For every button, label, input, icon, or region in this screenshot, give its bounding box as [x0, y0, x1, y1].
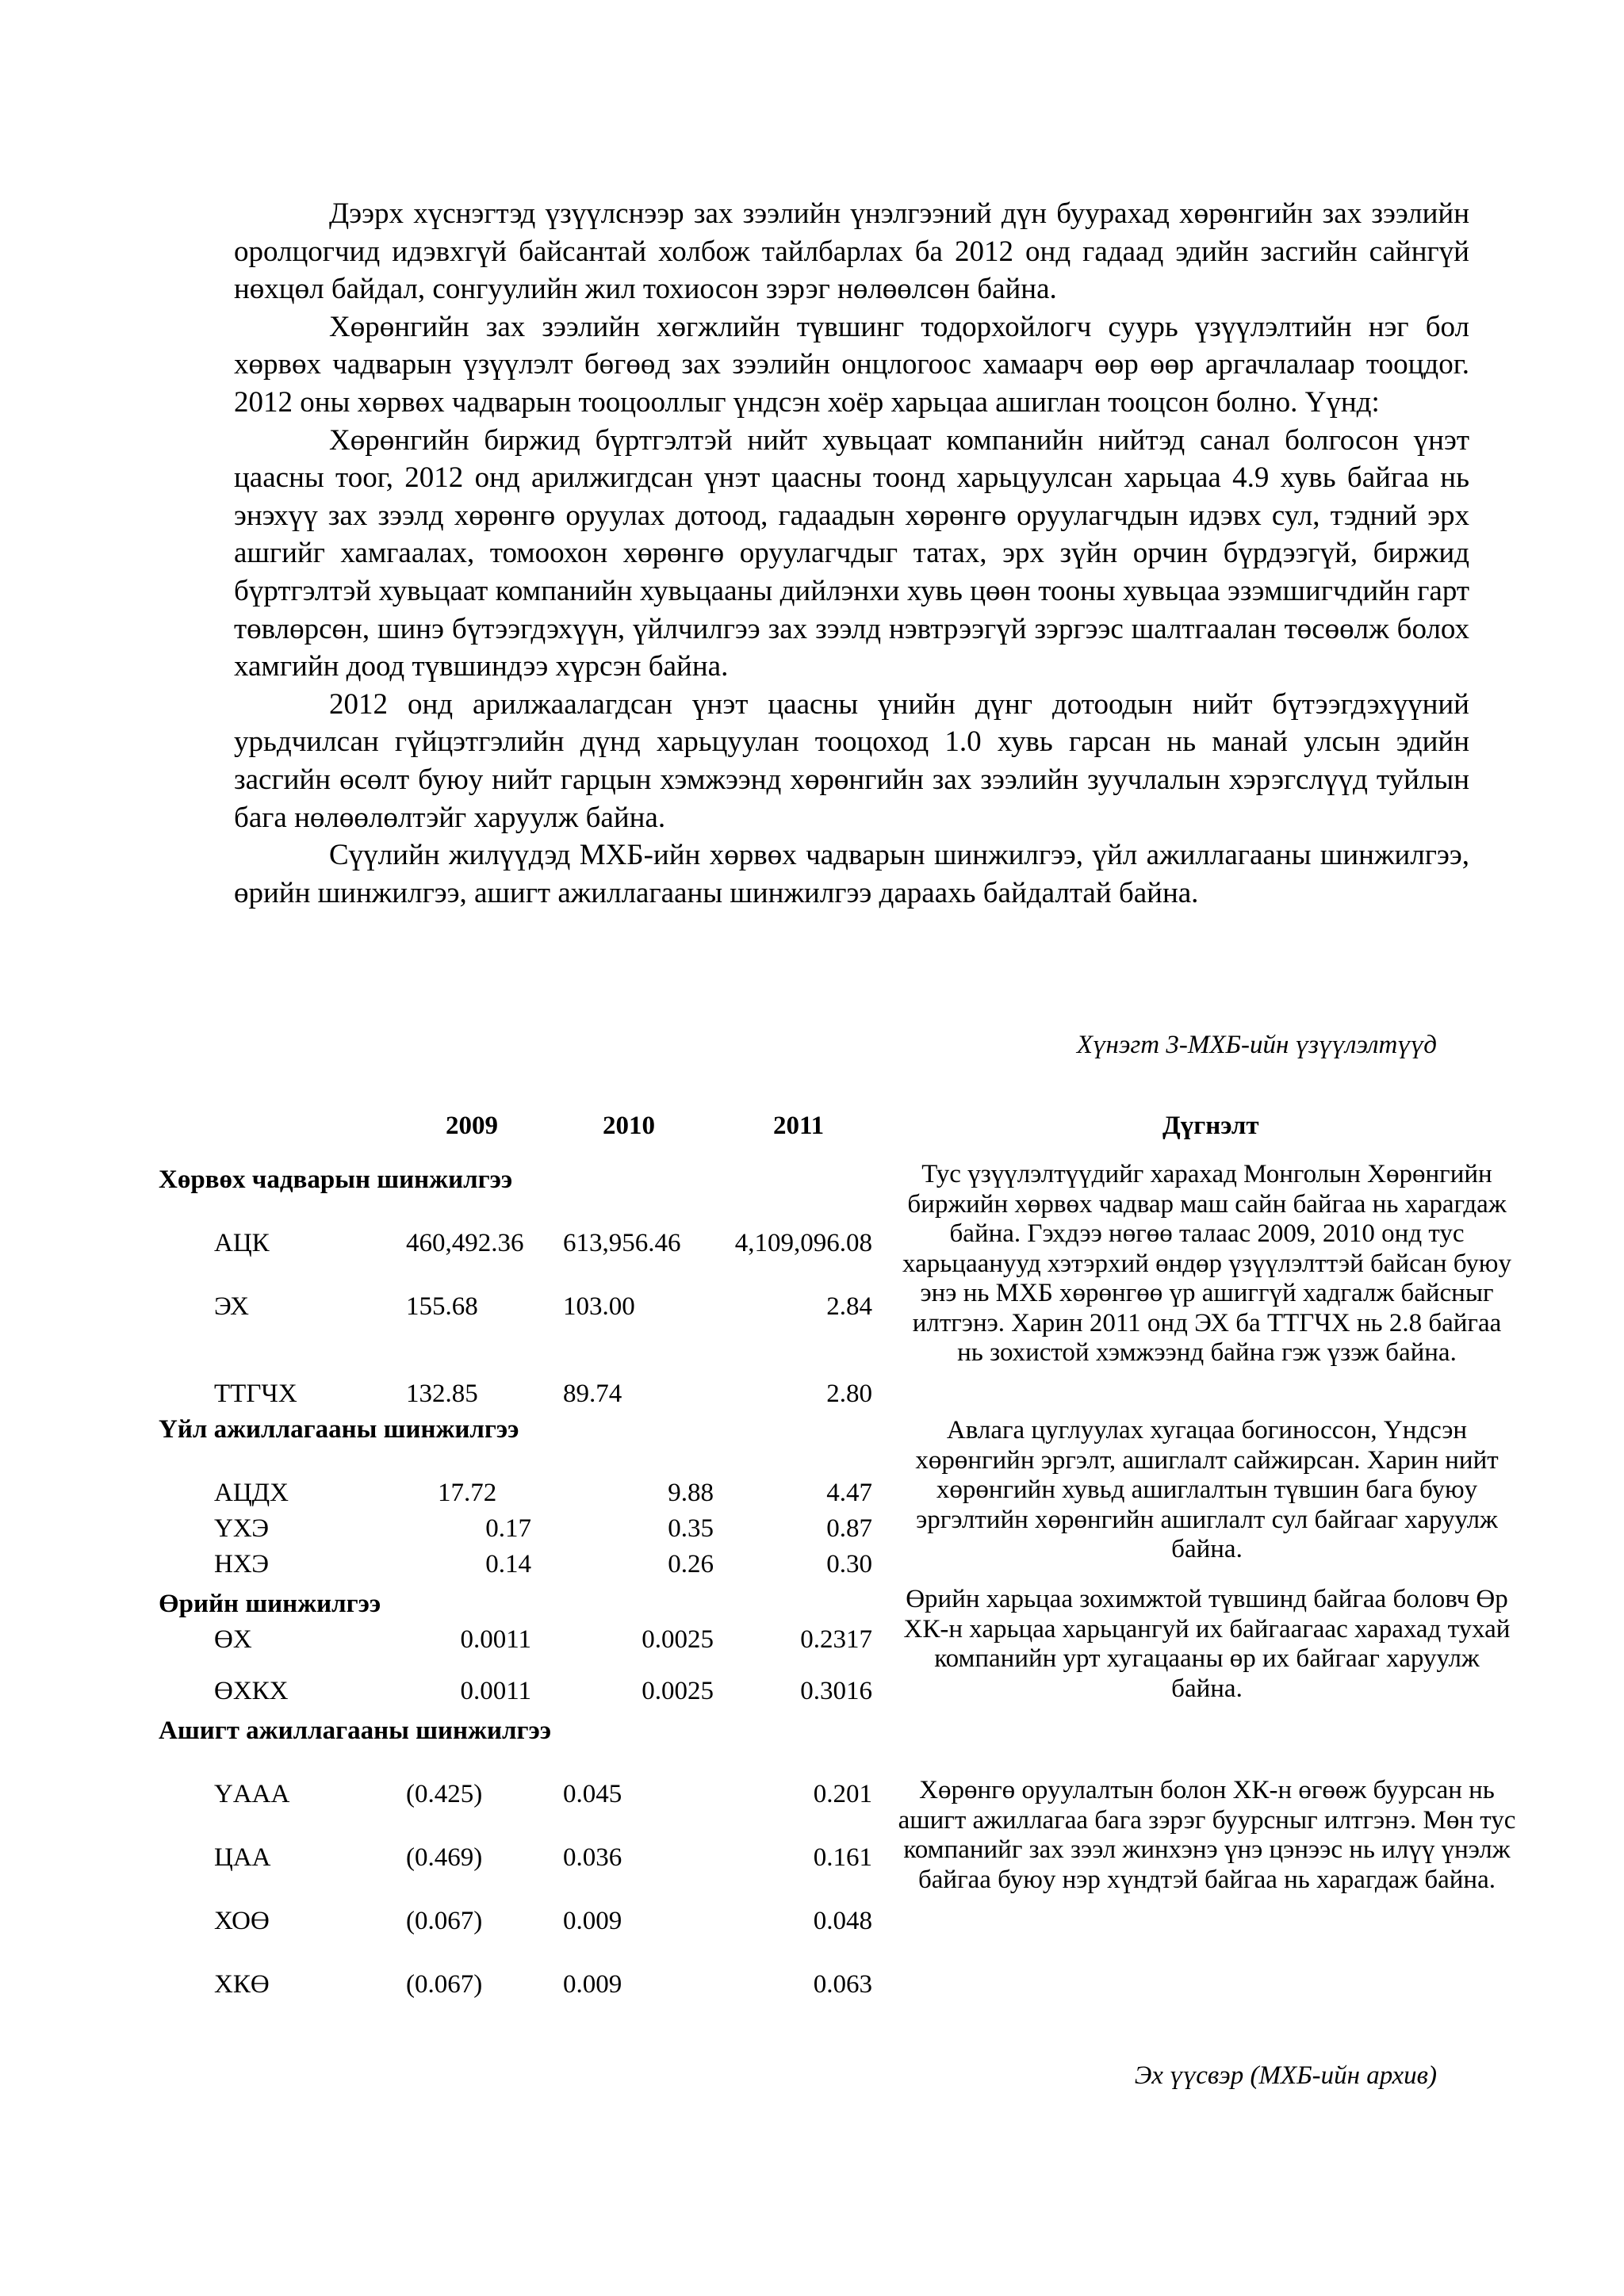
table-cell: 89.74 — [563, 1380, 622, 1408]
table-cell: 613,956.46 — [563, 1229, 681, 1257]
table-cell: 132.85 — [406, 1380, 478, 1408]
table-cell: 0.0011 — [460, 1625, 531, 1654]
row-label: ӨХ — [214, 1625, 252, 1654]
row-label: ӨХКХ — [214, 1677, 289, 1705]
year-header-2009: 2009 — [446, 1112, 498, 1140]
table-cell: 4.47 — [826, 1479, 872, 1507]
table-cell: 0.045 — [563, 1780, 622, 1808]
table-cell: (0.067) — [406, 1970, 483, 1999]
table-caption: Хүнэгт 3-МХБ-ийн үзүүлэлтүүд — [1076, 1031, 1437, 1059]
table-cell: 2.80 — [826, 1380, 872, 1408]
table-cell: 0.17 — [485, 1514, 531, 1543]
row-label: ЭХ — [214, 1292, 249, 1321]
table-cell: 0.0011 — [460, 1677, 531, 1705]
conclusion-debt: Өрийн харьцаа зохимжтой түвшинд байгаа боловч Өр ХК-н харьцаа харьцангуй их байгаагаас харахад тухай компанийн урт хугацааны өр их байгааг харуулж байна. — [903, 1585, 1511, 1703]
table-cell: 155.68 — [406, 1292, 478, 1321]
source-note: Эх үүсвэр (МХБ-ийн архив) — [1134, 2061, 1437, 2090]
table-cell: 0.063 — [813, 1970, 872, 1999]
paragraph: Хөрөнгийн зах зээлийн хөгжлийн түвшинг тодорхойлогч суурь үзүүлэлтийн нэг бол хөрвөх чадварын үзүүлэлт бөгөөд зах зээлийн онцлогоос хамаарч өөр өөр аргачлалаар тооцдог. 2012 оны хөрвөх чадварын тооцооллыг үндсэн хоёр харьцаа ашиглан тооцсон болно. Үүнд: — [234, 310, 1469, 419]
table-cell: 0.036 — [563, 1843, 622, 1872]
section-title-liquidity: Хөрвөх чадварын шинжилгээ — [159, 1165, 513, 1194]
year-header-2010: 2010 — [603, 1112, 655, 1140]
paragraph: Дээрх хүснэгтэд үзүүлснээр зах зээлийн үнэлгээний дүн буурахад хөрөнгийн зах зээлийн оролцогчид идэвхгүй байсантай холбож тайлбарлах ба 2012 онд гадаад эдийн засгийн сайнгүй нөхцөл байдал, сонгуулийн жил тохиосон зэрэг нөлөөлсөн байна. — [234, 197, 1469, 306]
row-label: ТТГЧХ — [214, 1380, 297, 1408]
table-cell: 17.72 — [438, 1479, 497, 1507]
table-cell: 0.26 — [668, 1550, 714, 1578]
body-text — [234, 195, 1469, 912]
paragraph: 2012 онд арилжаалагдсан үнэт цаасны үнийн дүнг дотоодын нийт бүтээгдэхүүний урьдчилсан гүйцэтгэлийн дүнд харьцуулан тооцоход 1.0 хувь гарсан нь манай улсын эдийн засгийн өсөлт буюу нийт гарцын хэмжээнд хөрөнгийн зах зээлийн зуучлалын хэрэгслүүд туйлын бага нөлөөлөлтэйг харуулж байна. — [234, 687, 1469, 834]
table-cell: 0.87 — [826, 1514, 872, 1543]
table-cell: 0.0025 — [642, 1625, 714, 1654]
table-cell: 0.14 — [485, 1550, 531, 1578]
conclusion-profitability: Хөрөнгө оруулалтын болон ХК-н өгөөж буурсан нь ашигт ажиллагаа бага зэрэг буурсныг илтгэнэ. Мөн тус компанийг зах зээл жинхэнэ үнэ цэнээс нь илүү үнэлж байгаа буюу нэр хүндтэй байгаа нь харагдаж байна. — [898, 1776, 1516, 1894]
row-label: НХЭ — [214, 1550, 270, 1578]
table-cell: 0.201 — [813, 1780, 872, 1808]
conclusion-liquidity: Тус үзүүлэлтүүдийг харахад Монголын Хөрөнгийн биржийн хөрвөх чадвар маш сайн байгаа нь харагдаж байна. Гэхдээ нөгөө талаас 2009, 2010 онд тус харьцаанууд хэтэрхий өндөр үзүүлэлттэй байсан буюу энэ нь МХБ хөрөнгөө үр ашиггүй хадгалж байсныг илтгэнэ. Харин 2011 онд ЭХ ба ТТГЧХ нь 2.8 байгаа нь зохистой хэмжээнд байна гэж үзэж байна. — [902, 1160, 1511, 1367]
section-title-debt: Өрийн шинжилгээ — [159, 1590, 381, 1618]
table-cell: 0.35 — [668, 1514, 714, 1543]
table-cell: 2.84 — [826, 1292, 872, 1321]
table-cell: 0.3016 — [800, 1677, 872, 1705]
table-cell: 0.161 — [813, 1843, 872, 1872]
row-label: ҮХЭ — [214, 1514, 270, 1543]
table-cell: (0.425) — [406, 1780, 483, 1808]
table-cell: 0.0025 — [642, 1677, 714, 1705]
row-label: ХОӨ — [214, 1907, 270, 1935]
section-title-operations: Үйл ажиллагааны шинжилгээ — [159, 1415, 519, 1444]
table-cell: (0.469) — [406, 1843, 483, 1872]
table-cell: 9.88 — [668, 1479, 714, 1507]
table-cell: 0.2317 — [800, 1625, 872, 1654]
row-label: АЦК — [214, 1229, 270, 1257]
table-cell: 0.30 — [826, 1550, 872, 1578]
row-label: ҮААА — [214, 1780, 290, 1808]
table-cell: 0.009 — [563, 1907, 622, 1935]
table-cell: 0.009 — [563, 1970, 622, 1999]
section-title-profitability: Ашигт ажиллагааны шинжилгээ — [159, 1716, 551, 1745]
table-cell: 103.00 — [563, 1292, 635, 1321]
year-header-2011: 2011 — [773, 1112, 825, 1140]
table-cell: 0.048 — [813, 1907, 872, 1935]
paragraph: Сүүлийн жилүүдэд МХБ-ийн хөрвөх чадварын шинжилгээ, үйл ажиллагааны шинжилгээ, өрийн шинжилгээ, ашигт ажиллагааны шинжилгээ дараахь байдалтай байна. — [234, 839, 1469, 909]
table-cell: 460,492.36 — [406, 1229, 524, 1257]
table-cell: 4,109,096.08 — [734, 1229, 872, 1257]
row-label: АЦДХ — [214, 1479, 289, 1507]
conclusion-header: Дүгнэлт — [1162, 1112, 1259, 1140]
row-label: ЦАА — [214, 1843, 271, 1872]
row-label: ХКӨ — [214, 1970, 270, 1999]
table-cell: (0.067) — [406, 1907, 483, 1935]
conclusion-operations: Авлага цуглуулах хугацаа богиноссон, Үндсэн хөрөнгийн эргэлт, ашиглалт сайжирсан. Харин нийт хөрөнгийн хувьд ашиглалтын түвшин бага буюу эргэлтийн хөрөнгийн ашиглалт сул байгааг харуулж байна. — [915, 1416, 1499, 1563]
paragraph: Хөрөнгийн биржид бүртгэлтэй нийт хувьцаат компанийн нийтэд санал болгосон үнэт цаасны тоог, 2012 онд арилжигдсан үнэт цаасны тоонд харьцуулсан харьцаа 4.9 хувь байгаа нь энэхүү зах зээлд хөрөнгө оруулах дотоод, гадаадын хөрөнгө оруулагчдын идэвх сул, тэдний эрх ашгийг хамгаалах, томоохон хөрөнгө оруулагчдыг татах, эрх зүйн орчин бүрдээгүй, биржид бүртгэлтэй хувьцаат компанийн хувьцааны дийлэнхи хувь цөөн тооны хувьцаа эзэмшигчдийн гарт төвлөрсөн, шинэ бүтээгдэхүүн, үйлчилгээ зах зээлд нэвтрээгүй зэргээс шалтгаалан төсөөлж болох хамгийн доод түвшиндээ хүрсэн байна. — [234, 423, 1469, 683]
